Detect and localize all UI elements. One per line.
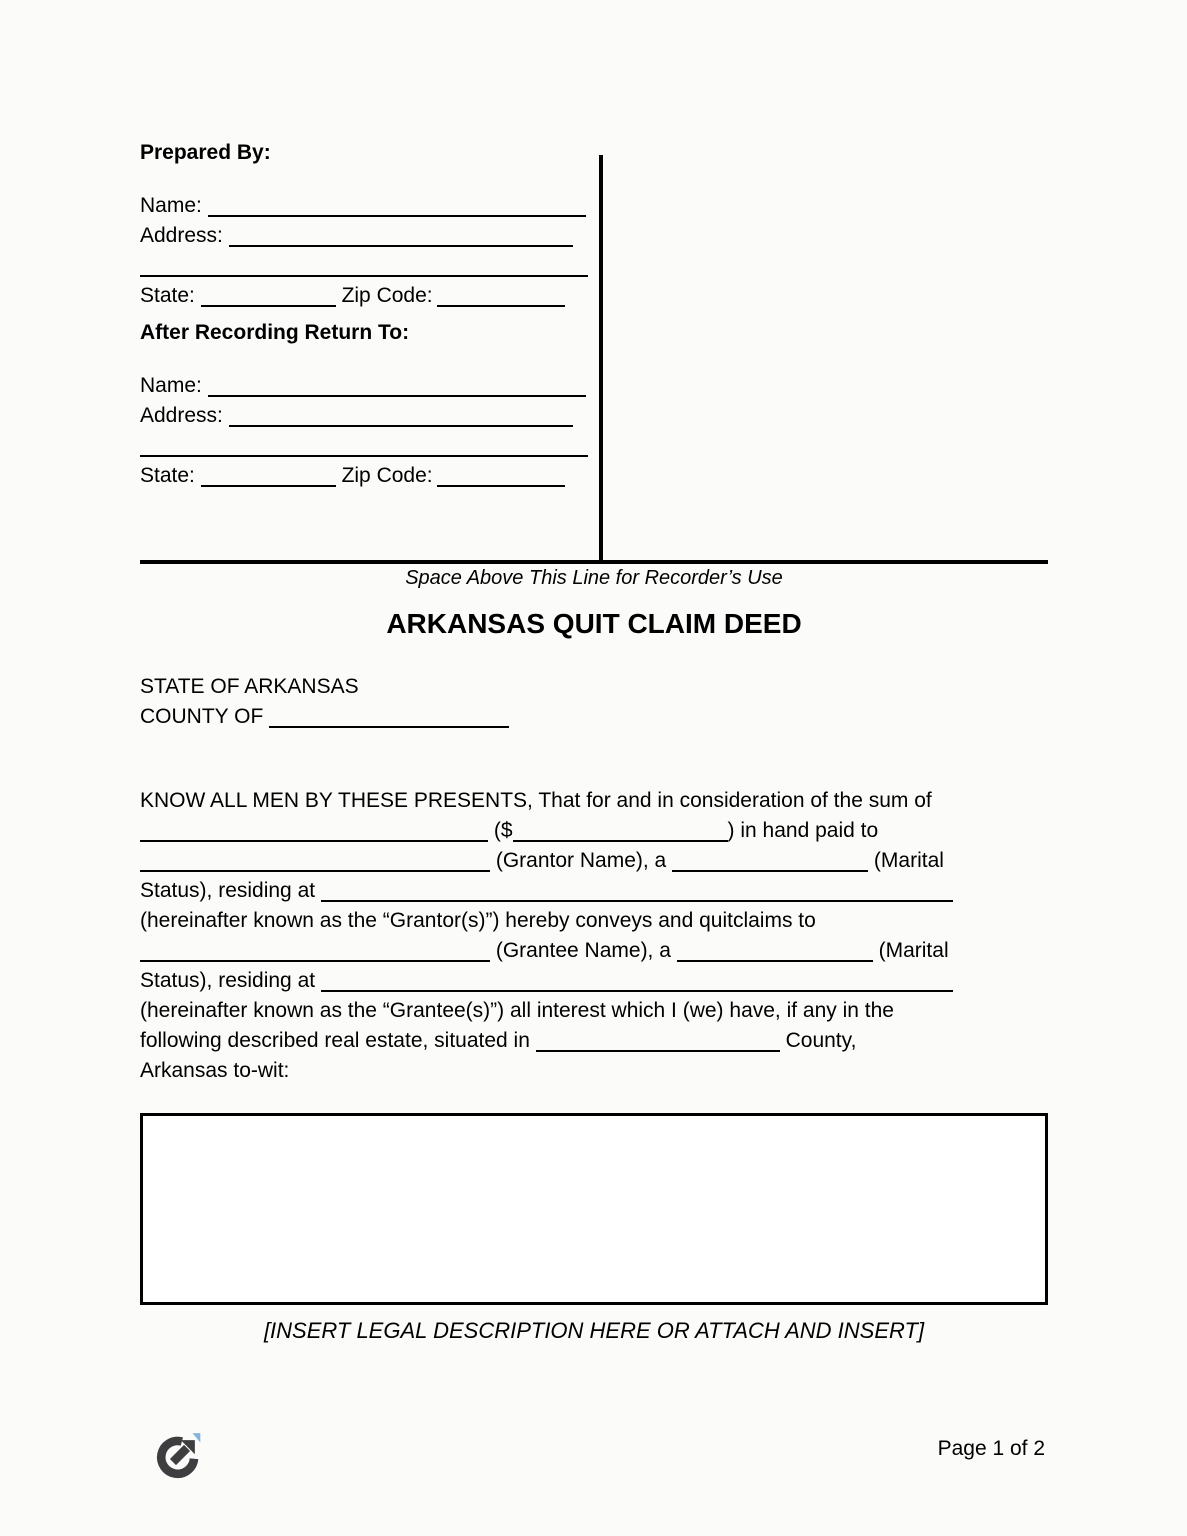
grantee-residence-field[interactable] — [321, 972, 953, 992]
state-of-line: STATE OF ARKANSAS — [140, 675, 359, 698]
grantor-marital-open-text: (Marital — [873, 849, 944, 872]
body-line-10: Arkansas to-wit: — [140, 1059, 290, 1082]
body-line-8: (hereinafter known as the “Grantee(s)”) all interest which I (we) have, if any in the — [140, 999, 894, 1022]
return-to-state-field[interactable] — [201, 467, 336, 487]
return-to-name-label: Name: — [140, 374, 202, 397]
county-of-label: COUNTY OF — [140, 705, 264, 728]
return-to-name-field[interactable] — [208, 377, 586, 397]
prepared-by-address-label: Address: — [140, 224, 223, 247]
page-number-indicator: Page 1 of 2 — [937, 1437, 1045, 1460]
recorder-use-note: Space Above This Line for Recorder’s Use — [405, 567, 783, 589]
recorder-horizontal-rule — [140, 560, 1048, 564]
county-of-line — [140, 702, 1048, 732]
dollar-amount-field[interactable] — [513, 822, 728, 842]
return-to-heading: After Recording Return To: — [140, 321, 410, 344]
body-line-7 — [140, 966, 1048, 996]
legal-description-note: [INSERT LEGAL DESCRIPTION HERE OR ATTACH AND INSERT] — [263, 1318, 925, 1343]
situated-county-field[interactable] — [536, 1032, 780, 1052]
grantee-marital-open-text: (Marital — [878, 939, 949, 962]
prepared-by-section — [140, 138, 592, 311]
grantee-name-label: (Grantee Name), a — [495, 939, 671, 962]
grantee-marital-field[interactable] — [677, 942, 873, 962]
page-title: ARKANSAS QUIT CLAIM DEED — [386, 608, 802, 639]
prepared-by-zip-field[interactable] — [437, 287, 565, 307]
situated-in-text: following described real estate, situated in — [140, 1029, 530, 1052]
prepared-by-address-field[interactable] — [229, 227, 573, 247]
grantor-marital-field[interactable] — [672, 852, 868, 872]
consideration-sum-field[interactable] — [140, 822, 488, 842]
jurisdiction-section — [140, 672, 1048, 732]
prepared-by-state-label: State: — [140, 284, 195, 307]
grantor-status-residing-text: Status), residing at — [140, 879, 316, 902]
prepared-by-address2-row — [140, 251, 592, 281]
prepared-by-state-zip-row — [140, 281, 592, 311]
grantee-name-field[interactable] — [140, 942, 490, 962]
deed-body-paragraph — [140, 786, 1048, 1086]
body-line-2 — [140, 816, 1048, 846]
return-to-address2-field[interactable] — [140, 437, 588, 457]
prepared-by-name-field[interactable] — [208, 197, 586, 217]
body-line-9 — [140, 1026, 1048, 1056]
grantor-name-field[interactable] — [140, 852, 490, 872]
prepared-by-state-field[interactable] — [201, 287, 336, 307]
circular-arrow-logo-icon — [155, 1428, 205, 1482]
prepared-by-zip-label: Zip Code: — [341, 284, 433, 307]
return-to-section — [140, 318, 592, 491]
return-to-address2-row — [140, 431, 592, 461]
grantor-name-label: (Grantor Name), a — [495, 849, 667, 872]
body-line-5: (hereinafter known as the “Grantor(s)”) hereby conveys and quitclaims to — [140, 909, 816, 932]
return-to-state-zip-row — [140, 461, 592, 491]
return-to-name-row — [140, 371, 592, 401]
legal-description-box[interactable] — [140, 1113, 1048, 1305]
county-field[interactable] — [269, 708, 509, 728]
in-hand-text: ) in hand paid to — [727, 819, 879, 842]
dollar-open-text: ($ — [493, 819, 513, 842]
grantee-status-residing-text: Status), residing at — [140, 969, 316, 992]
return-to-zip-field[interactable] — [437, 467, 565, 487]
return-to-state-label: State: — [140, 464, 195, 487]
prepared-by-name-row — [140, 191, 592, 221]
body-line-1: KNOW ALL MEN BY THESE PRESENTS, That for and in consideration of the sum of — [140, 789, 932, 812]
prepared-by-name-label: Name: — [140, 194, 202, 217]
return-to-address-field[interactable] — [229, 407, 573, 427]
body-line-3 — [140, 846, 1048, 876]
prepared-by-address2-field[interactable] — [140, 257, 588, 277]
body-line-4 — [140, 876, 1048, 906]
prepared-by-address-row — [140, 221, 592, 251]
return-to-zip-label: Zip Code: — [341, 464, 433, 487]
county-suffix-text: County, — [785, 1029, 857, 1052]
recorder-vertical-divider — [599, 155, 603, 562]
body-line-6 — [140, 936, 1048, 966]
return-to-address-label: Address: — [140, 404, 223, 427]
prepared-by-heading: Prepared By: — [140, 141, 271, 164]
grantor-residence-field[interactable] — [321, 882, 953, 902]
return-to-address-row — [140, 401, 592, 431]
